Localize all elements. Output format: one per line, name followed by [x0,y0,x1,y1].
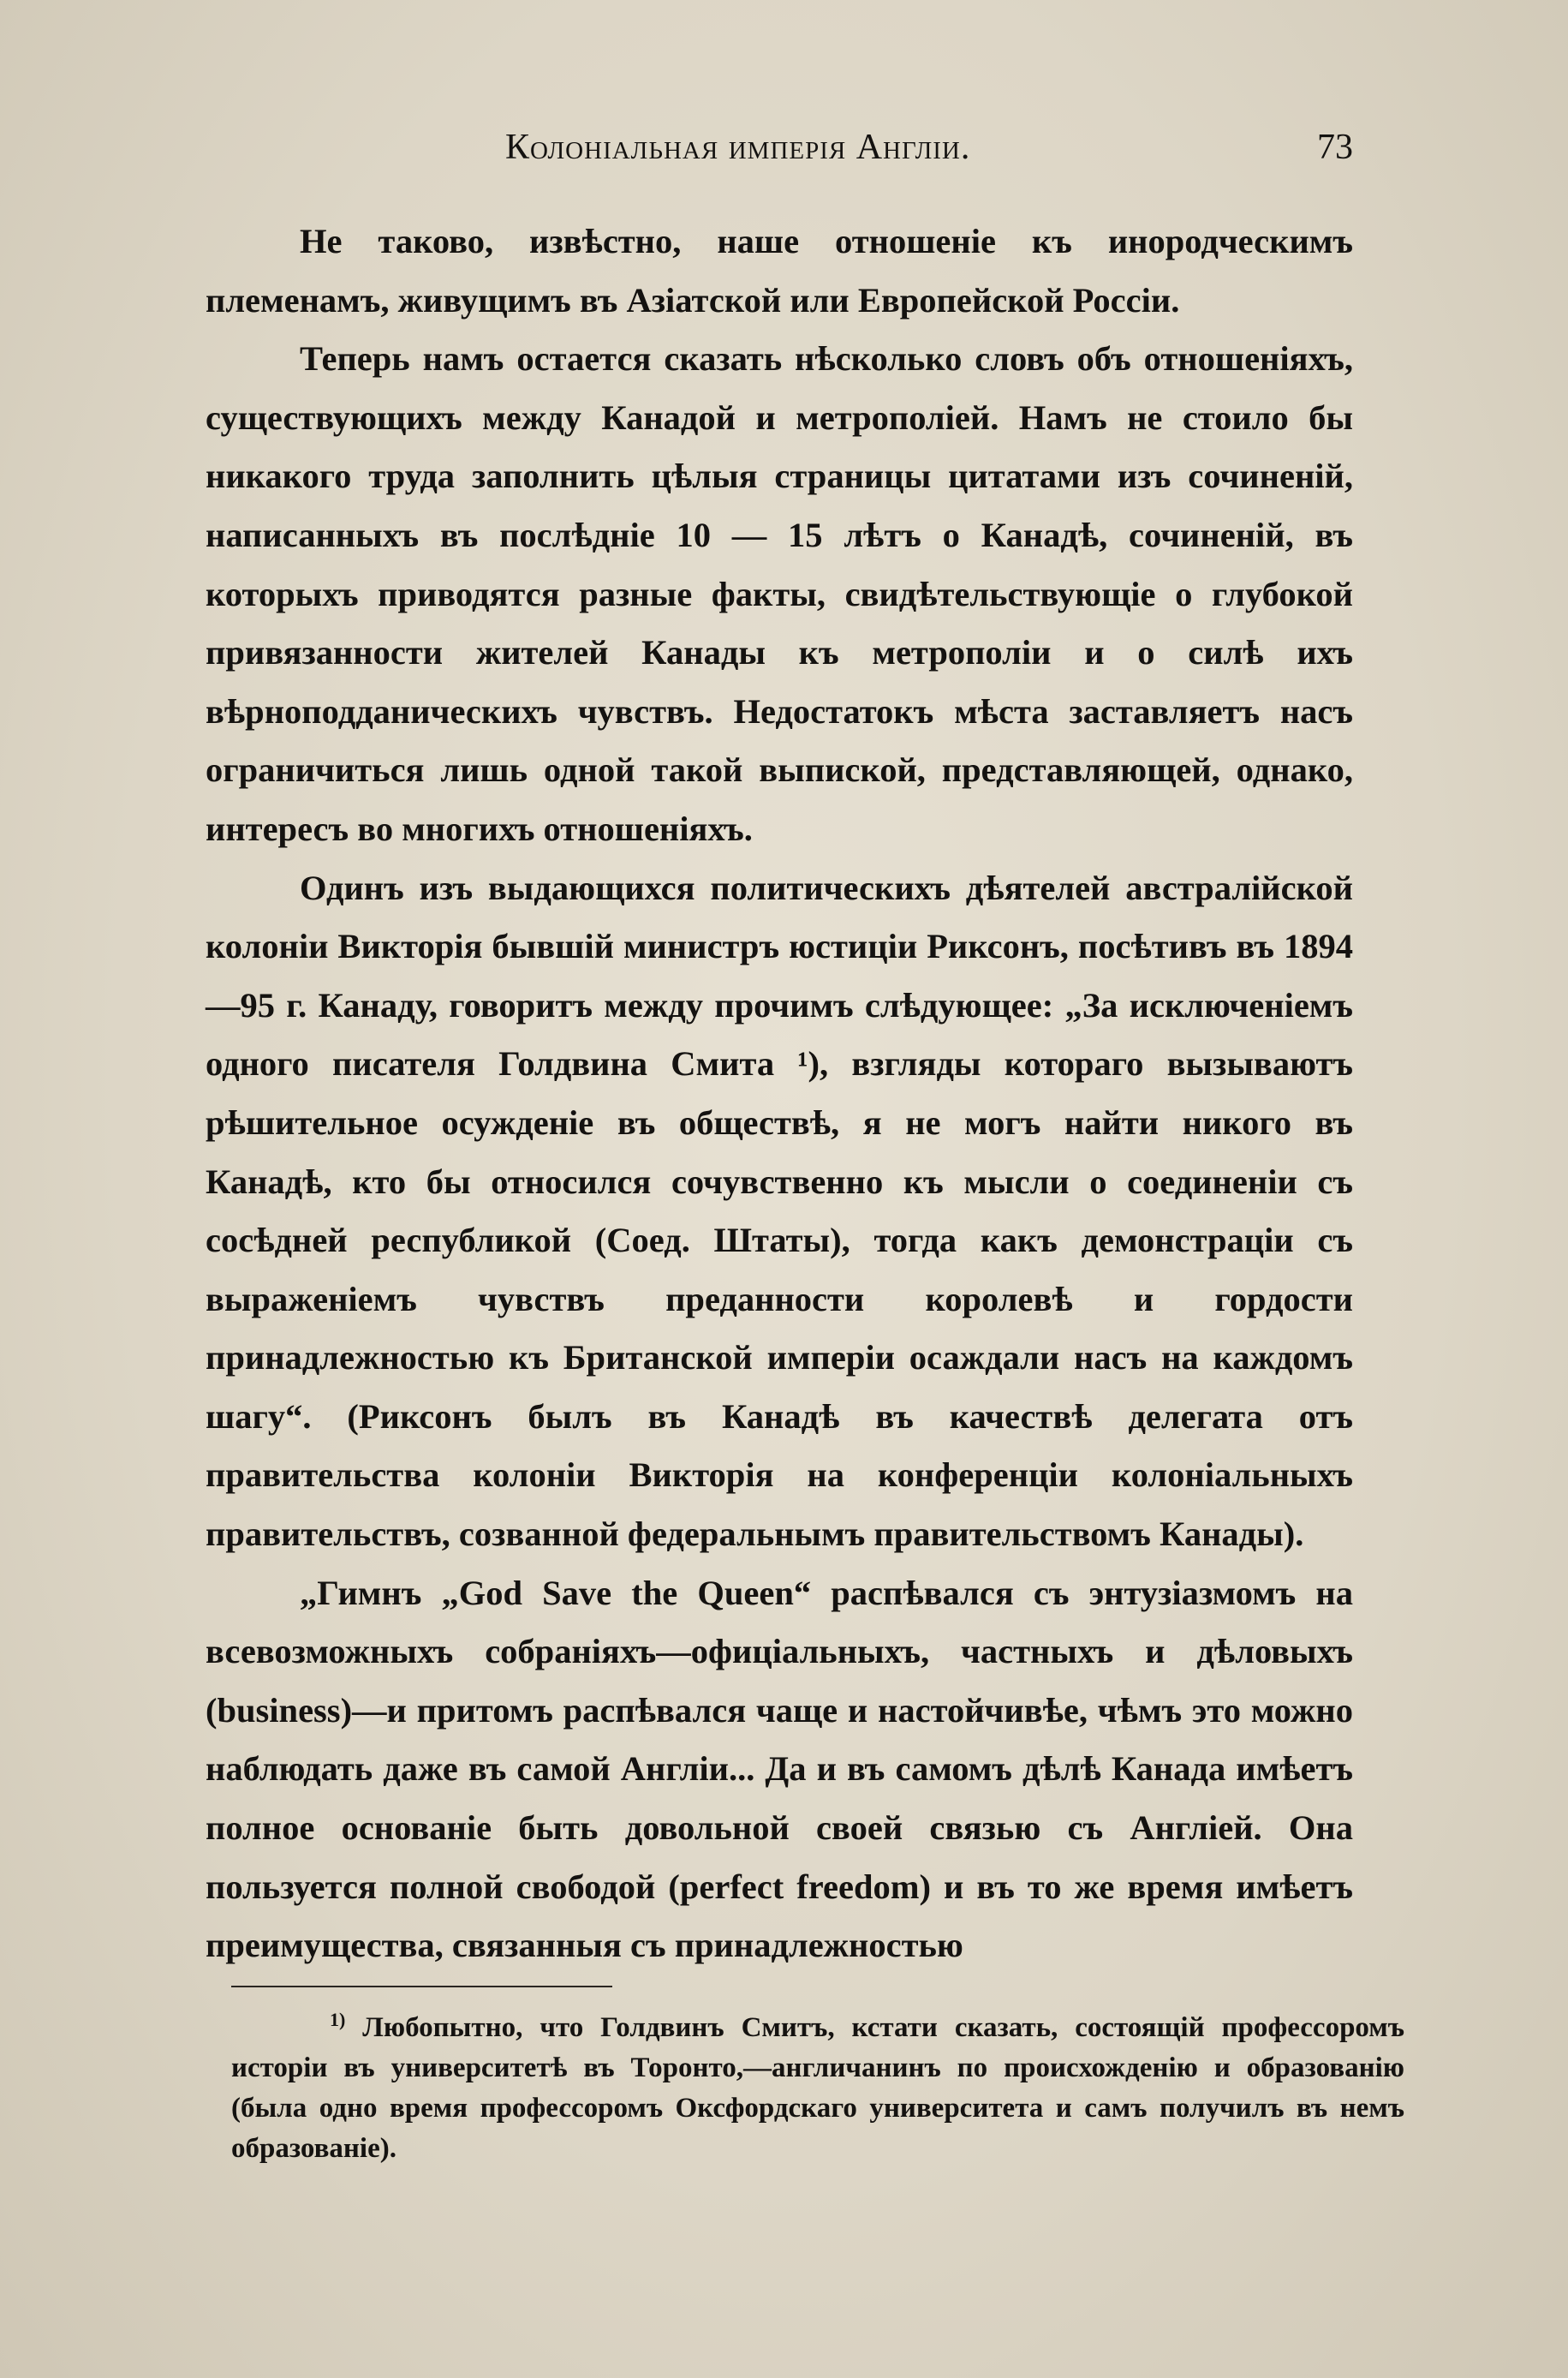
page-number: 73 [1317,128,1353,167]
footnote-text: Любопытно, что Голдвинъ Смитъ, кстати сказать, состоящій профессоромъ исторіи въ университетѣ въ Торонто,—англичанинъ по происхожденію и образованію (была одно время профессоромъ Оксфордскаго университета и самъ получилъ въ немъ образованіе). [231,2012,1405,2164]
footnote [231,2008,1404,2169]
body-text [206,212,1353,1975]
paragraph-4: „Гимнъ „God Save the Queen“ распѣвался съ энтузіазмомъ на всевозможныхъ собраніяхъ—офиціальныхъ, частныхъ и дѣловыхъ (business)—и притомъ распѣвался чаще и настойчивѣе, чѣмъ это можно наблюдать даже въ самой Англіи... Да и въ самомъ дѣлѣ Канада имѣетъ полное основаніе быть довольной своей связью съ Англіей. Она пользуется полной свободой (perfect freedom) и въ то же время имѣетъ преимущества, связанныя съ принадлежностью [206,1573,1353,1965]
running-title: Колоніальная имперія Англіи. [505,128,971,167]
page-header [206,127,1353,178]
paragraph-2: Теперь намъ остается сказать нѣсколько словъ объ отношеніяхъ, существующихъ между Канадой и метрополіей. Намъ не стоило бы никакого труда заполнить цѣлыя страницы цитатами изъ сочиненій, написанныхъ въ послѣдніе 10 — 15 лѣтъ о Канадѣ, сочиненій, въ которыхъ приводятся разные факты, свидѣтельствующіе о глубокой привязанности жителей Канады къ метрополіи и о силѣ ихъ вѣрноподданическихъ чувствъ. Недостатокъ мѣста заставляетъ насъ ограничиться лишь одной такой выпиской, представляющей, однако, интересъ во многихъ отношеніяхъ. [206,339,1353,848]
footnote-divider [231,1986,612,1987]
paragraph-1: Не таково, извѣстно, наше отношеніе къ инородческимъ племенамъ, живущимъ въ Азіатской или Европейской Россіи. [206,222,1353,320]
paragraph-3: Одинъ изъ выдающихся политическихъ дѣятелей австралійской колоніи Викторія бывшій министръ юстиціи Риксонъ, посѣтивъ въ 1894—95 г. Канаду, говоритъ между прочимъ слѣдующее: „За исключеніемъ одного писателя Голдвина Смита ¹), взгляды котораго вызываютъ рѣшительное осужденіе въ обществѣ, я не могъ найти никого въ Канадѣ, кто бы относился сочувственно къ мысли о соединеніи съ сосѣдней республикой (Соед. Штаты), тогда какъ демонстраціи съ выраженіемъ чувствъ преданности королевѣ и гордости принадлежностью къ Британской имперіи осаждали насъ на каждомъ шагу“. (Риксонъ былъ въ Канадѣ въ качествѣ делегата отъ правительства колоніи Викторія на конференціи колоніальныхъ правительствъ, созванной федеральнымъ правительствомъ Канады). [206,868,1353,1554]
footnote-marker: 1) [330,2009,346,2030]
